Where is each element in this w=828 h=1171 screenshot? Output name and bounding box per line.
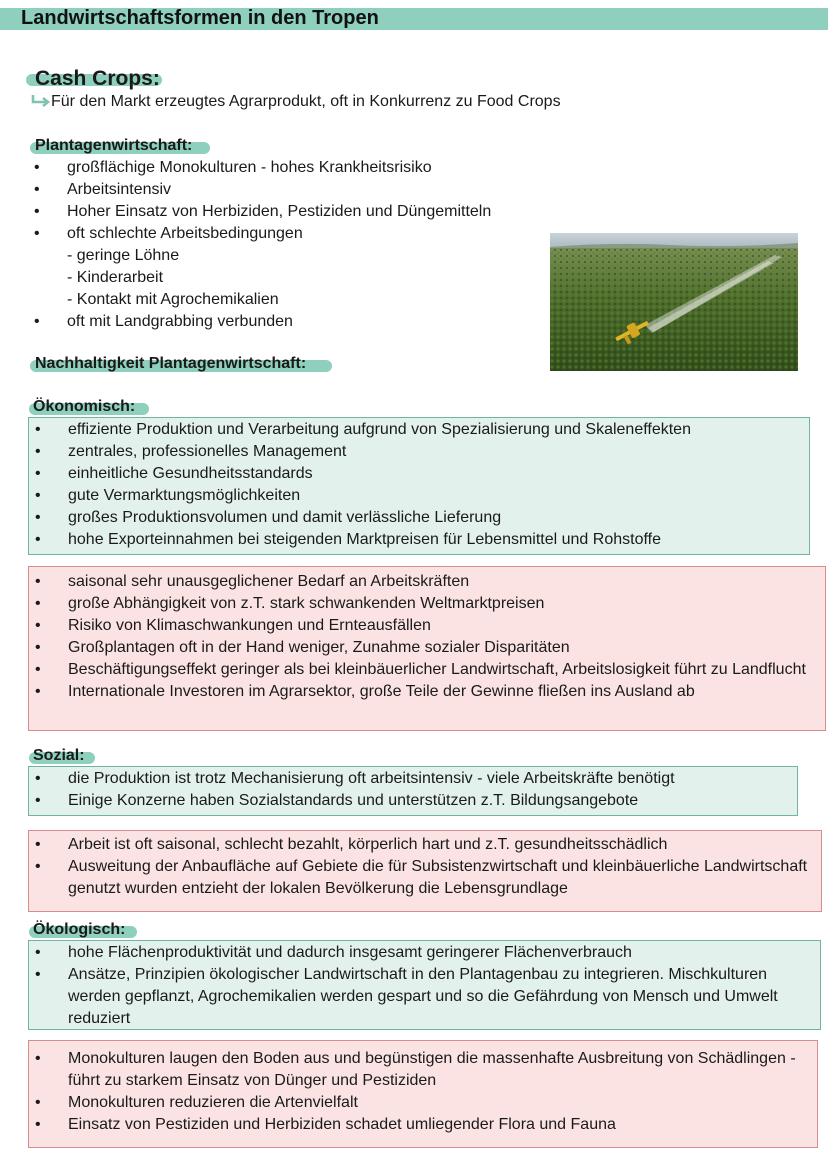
list-item: • Großplantagen oft in der Hand weniger, Zunahme sozialer Disparitäten [29, 637, 825, 659]
list-item: • saisonal sehr unausgeglichener Bedarf an Arbeitskräften [29, 571, 825, 593]
list-item: • Monokulturen reduzieren die Artenvielfalt [29, 1092, 817, 1114]
cash-crops-definition: Für den Markt erzeugtes Agrarprodukt, oft in Konkurrenz zu Food Crops [51, 93, 561, 110]
cash-crops-heading: Cash Crops: [35, 67, 160, 90]
list-item: • die Produktion ist trotz Mechanisierung oft arbeitsintensiv - viele Arbeitskräfte benötigt [29, 768, 797, 790]
list-item: • Arbeit ist oft saisonal, schlecht bezahlt, körperlich hart und z.T. gesundheitsschädlich [29, 834, 821, 856]
list-item: • Einsatz von Pestiziden und Herbiziden schadet umliegender Flora und Fauna [29, 1114, 817, 1136]
list-item: • großflächige Monokulturen - hohes Krankheitsrisiko [31, 157, 491, 179]
list-item: • einheitliche Gesundheitsstandards [29, 463, 809, 485]
list-item: • Internationale Investoren im Agrarsektor, große Teile der Gewinne fließen ins Ausland ab [29, 681, 825, 703]
list-item: • Hoher Einsatz von Herbiziden, Pestiziden und Düngemitteln [31, 201, 491, 223]
crop-duster-photo [550, 233, 798, 371]
return-arrow-icon [31, 94, 51, 108]
plantation-list [31, 157, 491, 333]
list-item: • Ausweitung der Anbaufläche auf Gebiete die für Subsistenzwirtschaft und kleinbäuerliche Landwirtschaft genutzt wurden entzieht der lokalen Bevölkerung die Lebensgrundlage [29, 856, 821, 900]
plantation-heading: Plantagenwirtschaft: [35, 137, 193, 154]
social-pros-box [28, 766, 798, 816]
social-cons-box [28, 830, 822, 912]
list-item: • effiziente Produktion und Verarbeitung aufgrund von Spezialisierung und Skaleneffekten [29, 419, 809, 441]
list-item: • zentrales, professionelles Management [29, 441, 809, 463]
list-item: • Einige Konzerne haben Sozialstandards und unterstützen z.T. Bildungsangebote [29, 790, 797, 812]
list-item: • große Abhängigkeit von z.T. stark schwankenden Weltmarktpreisen [29, 593, 825, 615]
ecological-heading: Ökologisch: [33, 921, 126, 938]
list-item: • Beschäftigungseffekt geringer als bei kleinbäuerlicher Landwirtschaft, Arbeitslosigkeit führt zu Landflucht [29, 659, 825, 681]
economic-cons-box [28, 566, 826, 731]
list-item: • Arbeitsintensiv [31, 179, 491, 201]
sub-list-item: - geringe Löhne [67, 247, 180, 264]
sub-list-item: - Kinderarbeit [67, 269, 164, 286]
page-title: Landwirtschaftsformen in den Tropen [21, 7, 379, 29]
list-item: • Risiko von Klimaschwankungen und Ernteausfällen [29, 615, 825, 637]
sub-list-item: - Kontakt mit Agrochemikalien [67, 291, 279, 308]
list-item: • hohe Exporteinnahmen bei steigenden Marktpreisen für Lebensmittel und Rohstoffe [29, 529, 809, 551]
social-heading: Sozial: [33, 747, 85, 764]
list-item: • oft mit Landgrabbing verbunden [31, 311, 491, 333]
list-item: • hohe Flächenproduktivität und dadurch insgesamt geringerer Flächenverbrauch [29, 942, 820, 964]
list-item: • gute Vermarktungsmöglichkeiten [29, 485, 809, 507]
ecological-pros-box [28, 940, 821, 1030]
list-item: • oft schlechte Arbeitsbedingungen [31, 223, 491, 245]
list-item: • großes Produktionsvolumen und damit verlässliche Lieferung [29, 507, 809, 529]
sustainability-heading: Nachhaltigkeit Plantagenwirtschaft: [35, 355, 307, 372]
economic-pros-box [28, 417, 810, 555]
list-item: • Ansätze, Prinzipien ökologischer Landwirtschaft in den Plantagenbau zu integrieren. Mischkulturen werden gepflanzt, Agrochemikalien werden gespart und so die Gefährdung von Mensch und Umwelt reduziert [29, 964, 820, 1030]
economic-heading: Ökonomisch: [33, 398, 136, 415]
list-item: • Monokulturen laugen den Boden aus und begünstigen die massenhafte Ausbreitung von Schädlingen - führt zu starkem Einsatz von Dünger und Pestiziden [29, 1048, 817, 1092]
ecological-cons-box [28, 1040, 818, 1148]
